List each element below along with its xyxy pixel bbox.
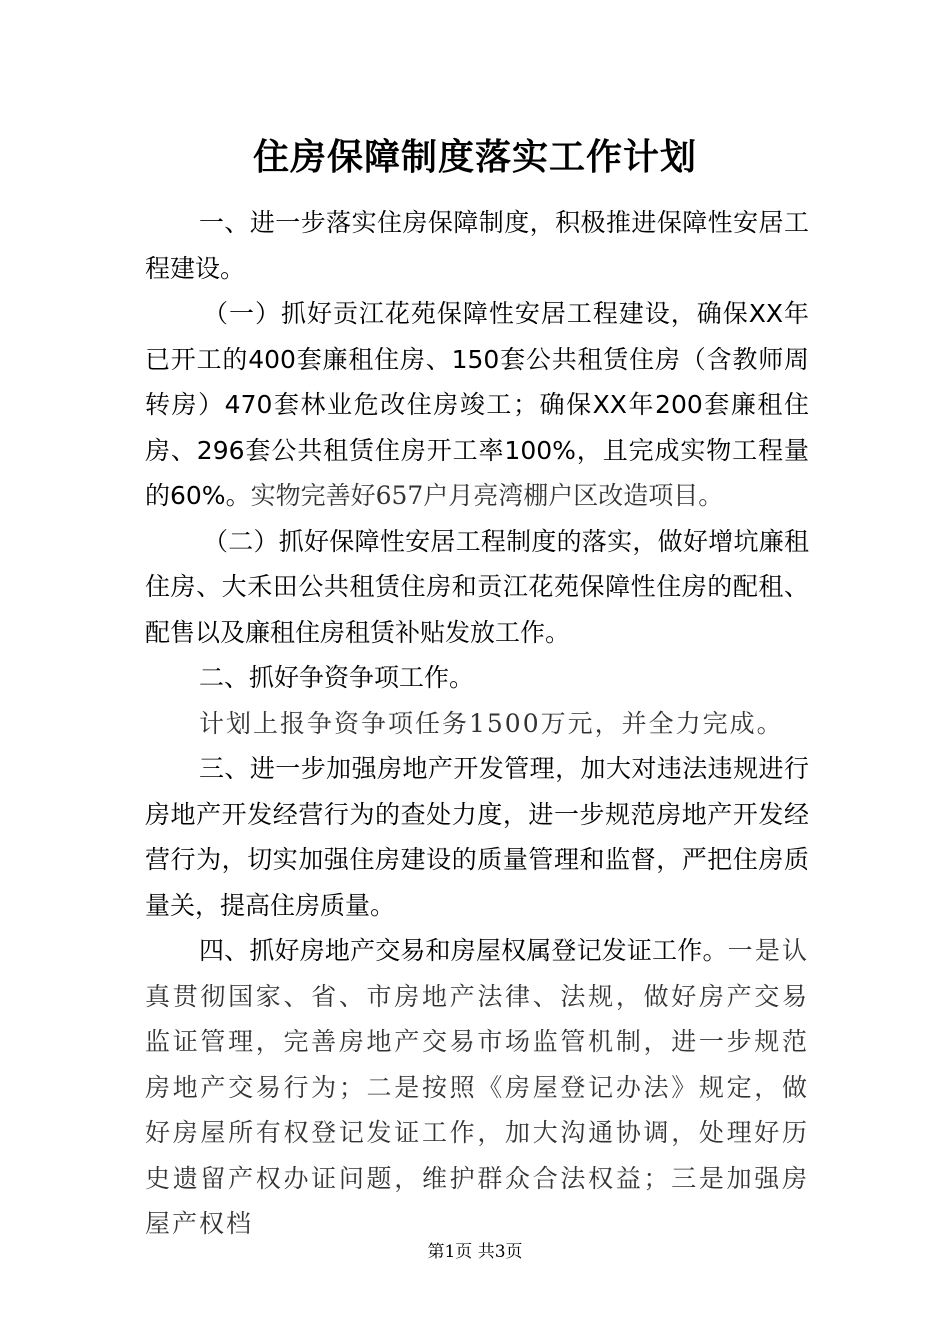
- section-2-1-paragraph: [145, 701, 809, 747]
- page-footer: 第1页 共3页: [427, 1242, 523, 1262]
- section-1-2-paragraph: [145, 519, 809, 656]
- section-4-text: 四、抓好房地产交易和房屋权属登记发证工作。: [199, 936, 728, 965]
- section-1-heading: [145, 200, 809, 291]
- section-1-1-tail: 实物完善好657户月亮湾棚户区改造项目。: [250, 481, 724, 510]
- document-title: 住房保障制度落实工作计划: [252, 136, 697, 178]
- section-3-paragraph: [145, 746, 809, 928]
- section-1-1-paragraph: [145, 291, 809, 519]
- section-2-1-text: 计划上报争资争项任务1500万元，并全力完成。: [199, 708, 784, 738]
- section-1-text: 一、进一步落实住房保障制度，积极推进保障性安居工程建设。: [145, 208, 809, 283]
- section-1-1-text: （一）抓好贡江花苑保障性安居工程建设，确保XX年已开工的400套廉租住房、150套公共租赁住房（含教师周转房）470套林业危改住房竣工；确保XX年200套廉租住房、296套公共租赁住房开工率100%，且完成实物工程量的60%。: [145, 299, 809, 510]
- section-4-tail: 一是认真贯彻国家、省、市房地产法律、法规，做好房产交易监证管理，完善房地产交易市场监管机制，进一步规范房地产交易行为；二是按照《房屋登记办法》规定，做好房屋所有权登记发证工作，加大沟通协调，处理好历史遗留产权办证问题，维护群众合法权益；三是加强房屋产权档: [145, 936, 809, 1238]
- section-1-2-text: （二）抓好保障性安居工程制度的落实，做好增坑廉租住房、大禾田公共租赁住房和贡江花苑保障性住房的配租、配售以及廉租住房租赁补贴发放工作。: [145, 526, 809, 647]
- section-2-text: 二、抓好争资争项工作。: [199, 663, 475, 692]
- section-2-heading: [145, 655, 809, 701]
- section-4-paragraph: [145, 928, 809, 1247]
- section-3-text: 三、进一步加强房地产开发管理，加大对违法违规进行房地产开发经营行为的查处力度，进一步规范房地产开发经营行为，切实加强住房建设的质量管理和监督，严把住房质量关，提高住房质量。: [145, 754, 809, 920]
- document-body: [145, 200, 809, 1247]
